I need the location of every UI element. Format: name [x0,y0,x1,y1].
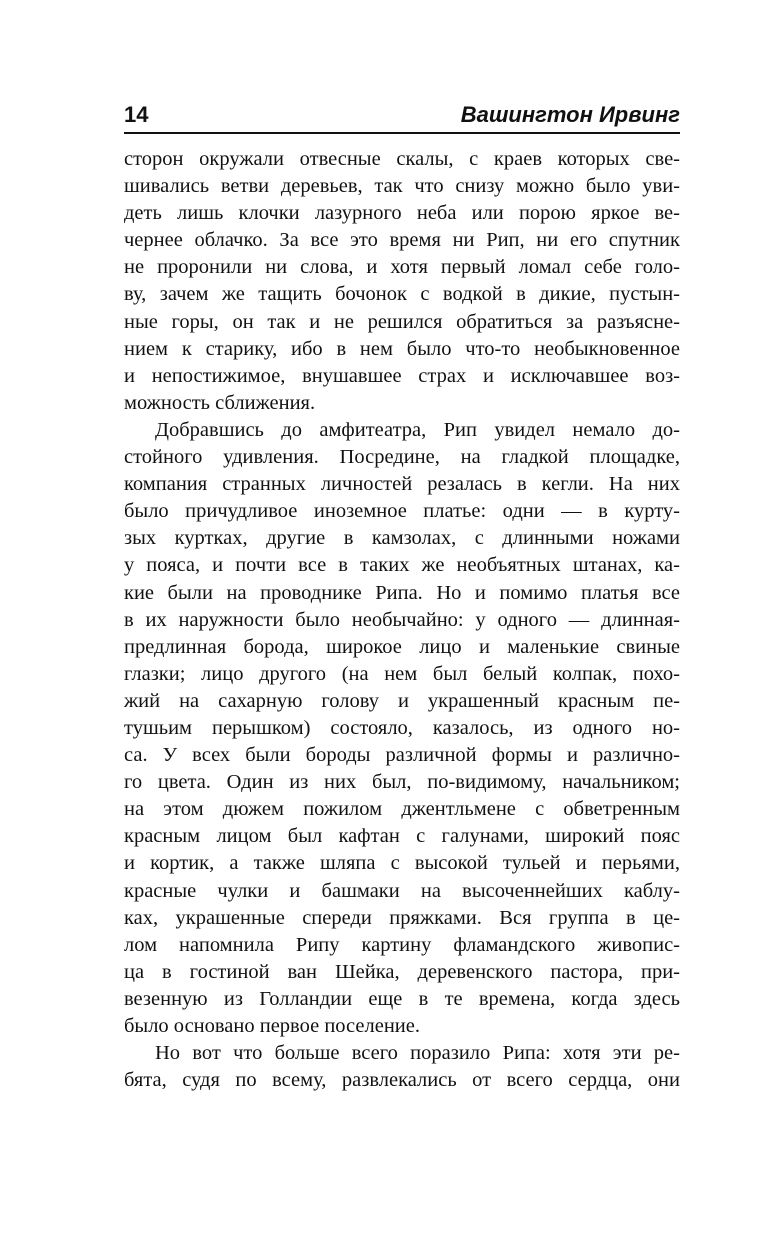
text-line: са. У всех были бороды различной формы и различно- [124,744,680,767]
text-line: было причудливое иноземное платье: одни — в курту- [124,500,680,523]
paragraph [124,146,680,417]
text-line: можность сближения. [124,391,316,414]
page-header [124,100,680,134]
text-line: у пояса, и почти все в таких же необъятных штанах, ка- [124,554,680,577]
text-line: глазки; лицо другого (на нем был белый колпак, похо- [124,662,680,685]
text-line: на этом дюжем пожилом джентльмене с обветренным [124,798,680,821]
text-line: го цвета. Один из них был, по-видимому, начальником; [124,771,680,794]
text-line: тушьим перышком) состояло, казалось, из одного но- [124,716,680,739]
paragraph [124,417,680,1040]
text-line: ву, зачем же тащить бочонок с водкой в дикие, пустын- [124,283,680,306]
running-head: Вашингтон Ирвинг [460,102,680,127]
text-line: шивались ветви деревьев, так что снизу можно было уви- [124,175,680,198]
text-line: красным лицом был кафтан с галунами, широкий пояс [124,825,680,848]
text-line: Но вот что больше всего поразило Рипа: хотя эти ре- [155,1042,680,1065]
text-line: деть лишь клочки лазурного неба или порою яркое ве- [124,202,680,225]
text-line: кие были на проводнике Рипа. Но и помимо платья все [124,581,680,604]
text-line: зых куртках, другие в камзолах, с длинными ножами [124,527,680,550]
text-line: было основано первое поселение. [124,1015,420,1037]
text-line: жий на сахарную голову и украшенный красным пе- [124,689,680,712]
text-line: везенную из Голландии еще в те времена, когда здесь [124,987,680,1010]
text-line: ные горы, он так и не решился обратиться за разъясне- [124,310,680,333]
text-line: Добравшись до амфитеатра, Рип увидел немало до- [155,418,680,441]
text-line: предлинная борода, широкое лицо и маленькие свиные [124,635,680,658]
text-line: красные чулки и башмаки на высоченнейших каблу- [124,879,680,902]
text-line: и непостижимое, внушавшее страх и исключавшее воз- [124,364,680,387]
text-line: ца в гостиной ван Шейка, деревенского пастора, при- [124,960,680,983]
text-line: чернее облачко. За все это время ни Рип, ни его спутник [124,229,680,252]
paragraph [124,1040,680,1094]
text-line: и кортик, а также шляпа с высокой тульей и перьями, [124,852,680,875]
text-line: не проронили ни слова, и хотя первый ломал себе голо- [124,256,680,279]
text-line: в их наружности было необычайно: у одного — длинная- [124,608,680,631]
text-line: сторон окружали отвесные скалы, с краев которых све- [124,148,680,170]
page-number: 14 [124,102,149,127]
body-text [124,146,680,1094]
text-line: компания странных личностей резалась в кегли. На них [124,473,680,496]
text-line: нием к старику, ибо в нем было что-то необыкновенное [124,337,680,360]
text-line: стойного удивления. Посредине, на гладкой площадке, [124,446,680,469]
text-line: ках, украшенные спереди пряжками. Вся группа в це- [124,906,680,929]
text-line: лом напомнила Рипу картину фламандского живопис- [124,933,680,956]
text-line: бята, судя по всему, развлекались от всего сердца, они [124,1069,680,1092]
